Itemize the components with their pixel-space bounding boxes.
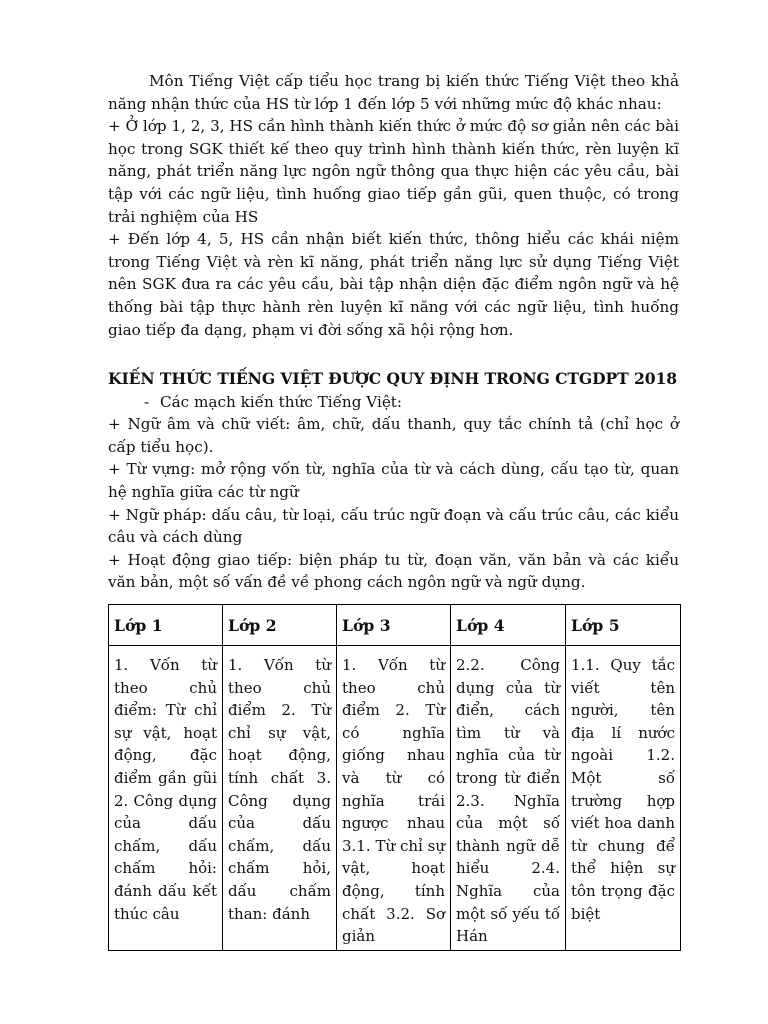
dash-item-text: Các mạch kiến thức Tiếng Việt: — [160, 392, 403, 411]
table-header-row — [109, 605, 681, 646]
knowledge-section — [108, 368, 679, 594]
cell-text: 1. Vốn từ theo chủ điểm 2. Từ chỉ sự vật, hoạt động, tính chất 3. Công dụng của dấu chấm, dấu chấm hỏi, dấu chấm than: đánh — [228, 656, 331, 923]
knowledge-item-phonetics: + Ngữ âm và chữ viết: âm, chữ, dấu thanh, quy tắc chính tả (chỉ học ở cấp tiểu học). — [108, 415, 679, 456]
intro-paragraph: Môn Tiếng Việt cấp tiểu học trang bị kiến thức Tiếng Việt theo khả năng nhận thức của HS từ lớp 1 đến lớp 5 với những mức độ khác nhau: — [108, 72, 679, 113]
table-row — [109, 646, 681, 951]
intro-section — [108, 70, 679, 341]
cell-text: 2.2. Công dụng của từ điển, cách tìm từ và nghĩa của từ trong từ điển 2.3. Nghĩa của một số thành ngữ dễ hiểu 2.4. Nghĩa của một số yếu tố Hán — [456, 656, 560, 946]
cell-text: 1. Vốn từ theo chủ điểm 2. Từ có nghĩa giống nhau và từ có nghĩa trái ngược nhau 3.1. Từ chỉ sự vật, hoạt động, tính chất 3.2. Sơ giản — [342, 656, 445, 946]
cell-grade-2 — [223, 646, 337, 951]
cell-grade-3 — [337, 646, 451, 951]
cell-text: 1.1. Quy tắc viết tên người, tên địa lí nước ngoài 1.2. Một số trường hợp viết hoa danh từ chung để thể hiện sự tôn trọng đặc biệt — [571, 656, 675, 923]
grade-4-5-paragraph: + Đến lớp 4, 5, HS cần nhận biết kiến thức, thông hiểu các khái niệm trong Tiếng Việt và rèn kĩ năng, phát triển năng lực sử dụng Tiếng Việt nên SGK đưa ra các yêu cầu, bài tập nhận diện đặc điểm ngôn ngữ và hệ thống bài tập thực hành rèn luyện kĩ năng với các ngữ liệu, tình huống giao tiếp đa dạng, phạm vi đời sống xã hội rộng hơn. — [108, 230, 679, 339]
dash-marker: - — [144, 392, 150, 411]
header-grade-4: Lớp 4 — [451, 605, 566, 646]
header-grade-1: Lớp 1 — [109, 605, 223, 646]
grade-table — [108, 604, 681, 951]
grade-1-3-paragraph: + Ở lớp 1, 2, 3, HS cần hình thành kiến thức ở mức độ sơ giản nên các bài học trong SGK thiết kế theo quy trình hình thành kiến thức, rèn luyện kĩ năng, phát triển năng lực ngôn ngữ thông qua thực hiện các yêu cầu, bài tập với các ngữ liệu, tình huống giao tiếp gần gũi, quen thuộc, có trong trải nghiệm của HS — [108, 117, 679, 226]
cell-grade-1 — [109, 646, 223, 951]
section-heading: KIẾN THỨC TIẾNG VIỆT ĐƯỢC QUY ĐỊNH TRONG CTGDPT 2018 — [108, 369, 677, 388]
knowledge-item-communication: + Hoạt động giao tiếp: biện pháp tu từ, đoạn văn, văn bản và các kiểu văn bản, một số vấn đề về phong cách ngôn ngữ và ngữ dụng. — [108, 550, 679, 592]
header-grade-5: Lớp 5 — [566, 605, 681, 646]
dash-list-item — [108, 391, 679, 414]
header-grade-2: Lớp 2 — [223, 605, 337, 646]
header-grade-3: Lớp 3 — [337, 605, 451, 646]
knowledge-item-grammar: + Ngữ pháp: dấu câu, từ loại, cấu trúc ngữ đoạn và cấu trúc câu, các kiểu câu và cách dùng — [108, 505, 679, 547]
knowledge-item-vocabulary: + Từ vựng: mở rộng vốn từ, nghĩa của từ và cách dùng, cấu tạo từ, quan hệ nghĩa giữa các từ ngữ — [108, 460, 679, 501]
cell-text: 1. Vốn từ theo chủ điểm: Từ chỉ sự vật, hoạt động, đặc điểm gần gũi 2. Công dụng của dấu chấm, dấu chấm hỏi: đánh dấu kết thúc câu — [114, 656, 217, 923]
cell-grade-4 — [451, 646, 566, 951]
cell-grade-5 — [566, 646, 681, 951]
